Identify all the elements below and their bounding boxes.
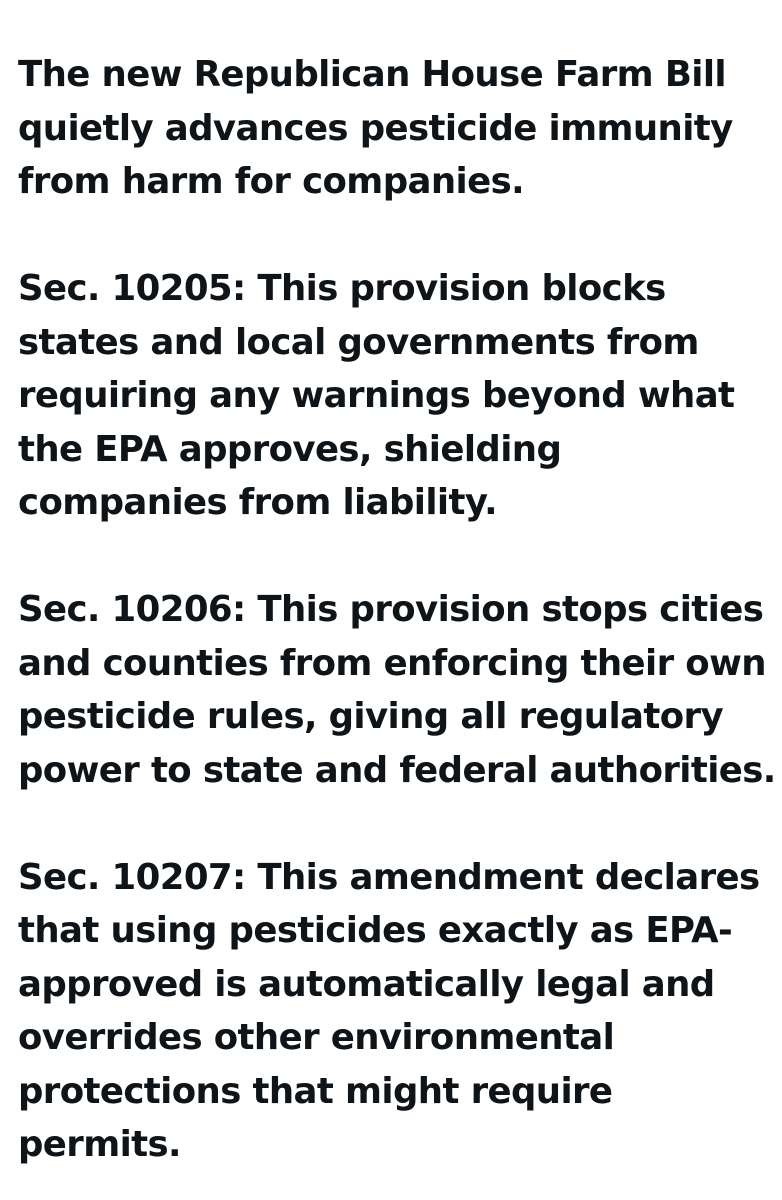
paragraph-sec-10207: Sec. 10207: This amendment declares that using pesticides exactly as EPA-approved is automatically legal and overrides other environmental protections that might require permits. — [18, 856, 760, 1165]
paragraph-sec-10206: Sec. 10206: This provision stops cities and counties from enforcing their own pesticide rules, giving all regulatory power to state and federal authorities. — [18, 589, 776, 791]
paragraph-sec-10205: Sec. 10205: This provision blocks states and local governments from requiring any warnings beyond what the EPA approves, shielding companies from liability. — [18, 268, 735, 523]
paragraph-intro: The new Republican House Farm Bill quietly advances pesticide immunity from harm for companies. — [18, 54, 733, 202]
post-text — [18, 48, 778, 1172]
